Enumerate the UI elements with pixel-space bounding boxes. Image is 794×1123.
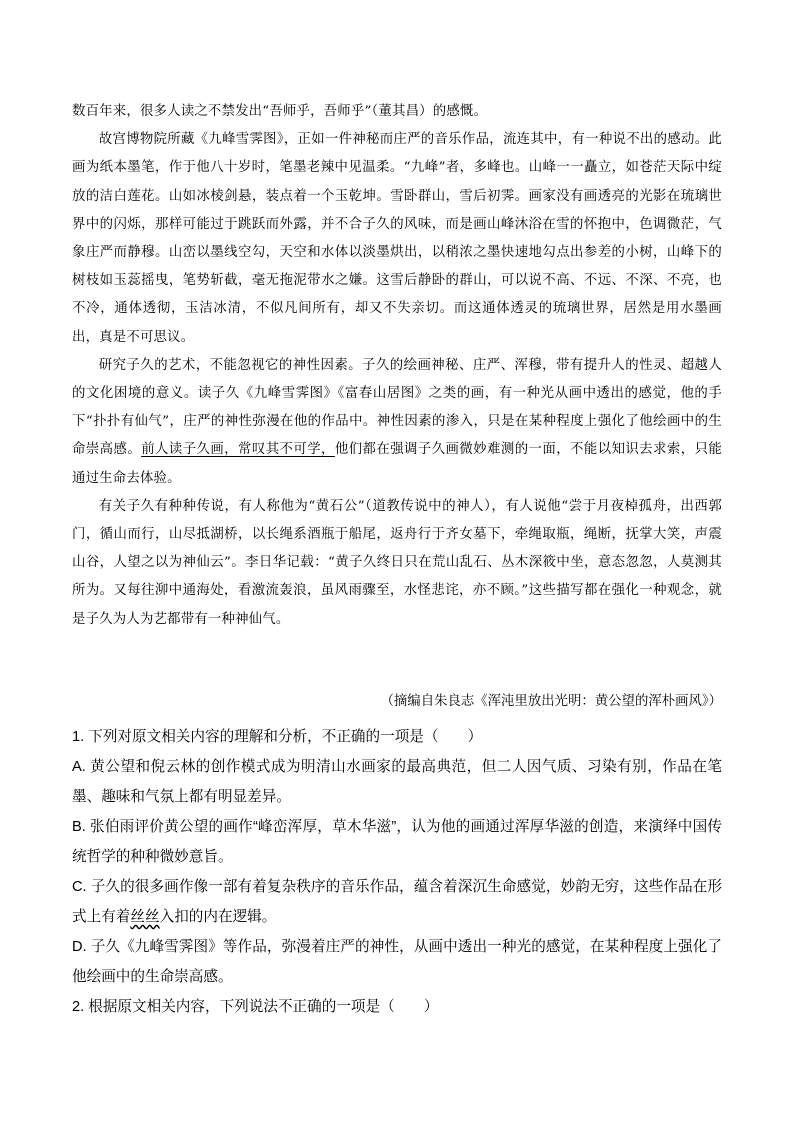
option-b: B. 张伯雨评价黄公望的画作“峰峦浑厚，草木华滋”，认为他的画通过浑厚华滋的创造，来演绎中国传统哲学的种种微妙意旨。	[72, 819, 722, 865]
passage-body	[72, 98, 722, 634]
option-text: 入扣的内在逻辑。	[159, 909, 277, 925]
option-a: A. 黄公望和倪云林的创作模式成为明清山水画家的最高典范，但二人因气质、习染有别，作品在笔墨、趣味和气氛上都有明显差异。	[72, 759, 722, 805]
passage-source: （摘编自朱良志《浑沌里放出光明：黄公望的浑朴画风》）	[380, 694, 722, 709]
option-text: C. 子久的很多画作像一部有着复杂秩序的音乐作品，蕴含着深沉生命感觉，妙韵无穷，这些作品在形式上有着	[72, 879, 722, 925]
option-d: D. 子久《九峰雪霁图》等作品，弥漫着庄严的神性，从画中透出一种光的感觉，在某种程度上强化了他绘画中的生命崇高感。	[72, 939, 722, 985]
passage-paragraph: 故宫博物院所藏《九峰雪霁图》，正如一件神秘而庄严的音乐作品，流连其中，有一种说不出的感动。此画为纸本墨笔，作于他八十岁时，笔墨老辣中见温柔。“九峰”者，多峰也。山峰一一矗立，如苍茫天际中绽放的洁白莲花。山如冰棱剑悬，装点着一个玉乾坤。雪卧群山，雪后初霁。画家没有画透亮的光影在琉璃世界中的闪烁，那样可能过于跳跃而外露，并不合子久的风味，而是画山峰沐浴在雪的怀抱中，色调微茫，气象庄严而静穆。山峦以墨线空勾，天空和水体以淡墨烘出，以稍浓之墨快速地勾点出参差的小树，山峰下的树枝如玉蕊摇曳，笔势斩截，毫无拖泥带水之嫌。这雪后静卧的群山，可以说不高、不远、不深、不亮，也不冷，通体透彻，玉洁冰清，不似凡间所有，却又不失亲切。而这通体透灵的琉璃世界，居然是用水墨画出，真是不可思议。	[72, 132, 722, 345]
questions-section	[72, 722, 722, 1022]
passage-paragraph	[72, 352, 722, 493]
passage-text: 他们都在强调子久画微妙难测的一面，不能以知识去求索，只能通过生命去体验。	[72, 442, 722, 486]
question-stem: 1. 下列对原文相关内容的理解和分析，不正确的一项是（ ）	[72, 729, 483, 745]
question-stem: 2. 根据原文相关内容，下列说法不正确的一项是（ ）	[72, 999, 439, 1015]
passage-paragraph: 有关子久有种种传说，有人称他为“黄石公”（道教传说中的神人），有人说他“尝于月夜棹孤舟，出西郭门，循山而行，山尽抵湖桥，以长绳系酒瓶于船尾，返舟行于齐女墓下，牵绳取瓶，绳断，抚掌大笑，声震山谷，人望之以为神仙云”。李日华记载：“黄子久终日只在荒山乱石、丛木深筱中坐，意态忽忽，人莫测其所为。又每往泖中通海处，看激流轰浪，虽风雨骤至，水怪悲诧，亦不顾。”这些描写都在强化一种观念，就是子久为人为艺都带有一种神仙气。	[72, 498, 722, 627]
underlined-sentence: 前人读子久画，常叹其不可学，	[141, 442, 335, 458]
passage-paragraph: 数百年来，很多人读之不禁发出“吾师乎，吾师乎”（董其昌）的感慨。	[72, 104, 488, 119]
option-c	[72, 872, 722, 932]
wavy-underlined-word: 丝丝	[130, 909, 160, 925]
passage-text: 研究子久的艺术，不能忽视它的神性因素。子久的绘画神秘、庄严、浑穆，带有提升人的性灵、超越人的文化困境的意义。读子久《九峰雪霁图》《富春山居图》之类的画，有一种光从画中透出的感觉，他的手下“扑扑有仙气”，庄严的神性弥漫在他的作品中。神性因素的渗入，只是在某种程度上强化了他绘画中的生命崇高感。	[72, 357, 722, 458]
